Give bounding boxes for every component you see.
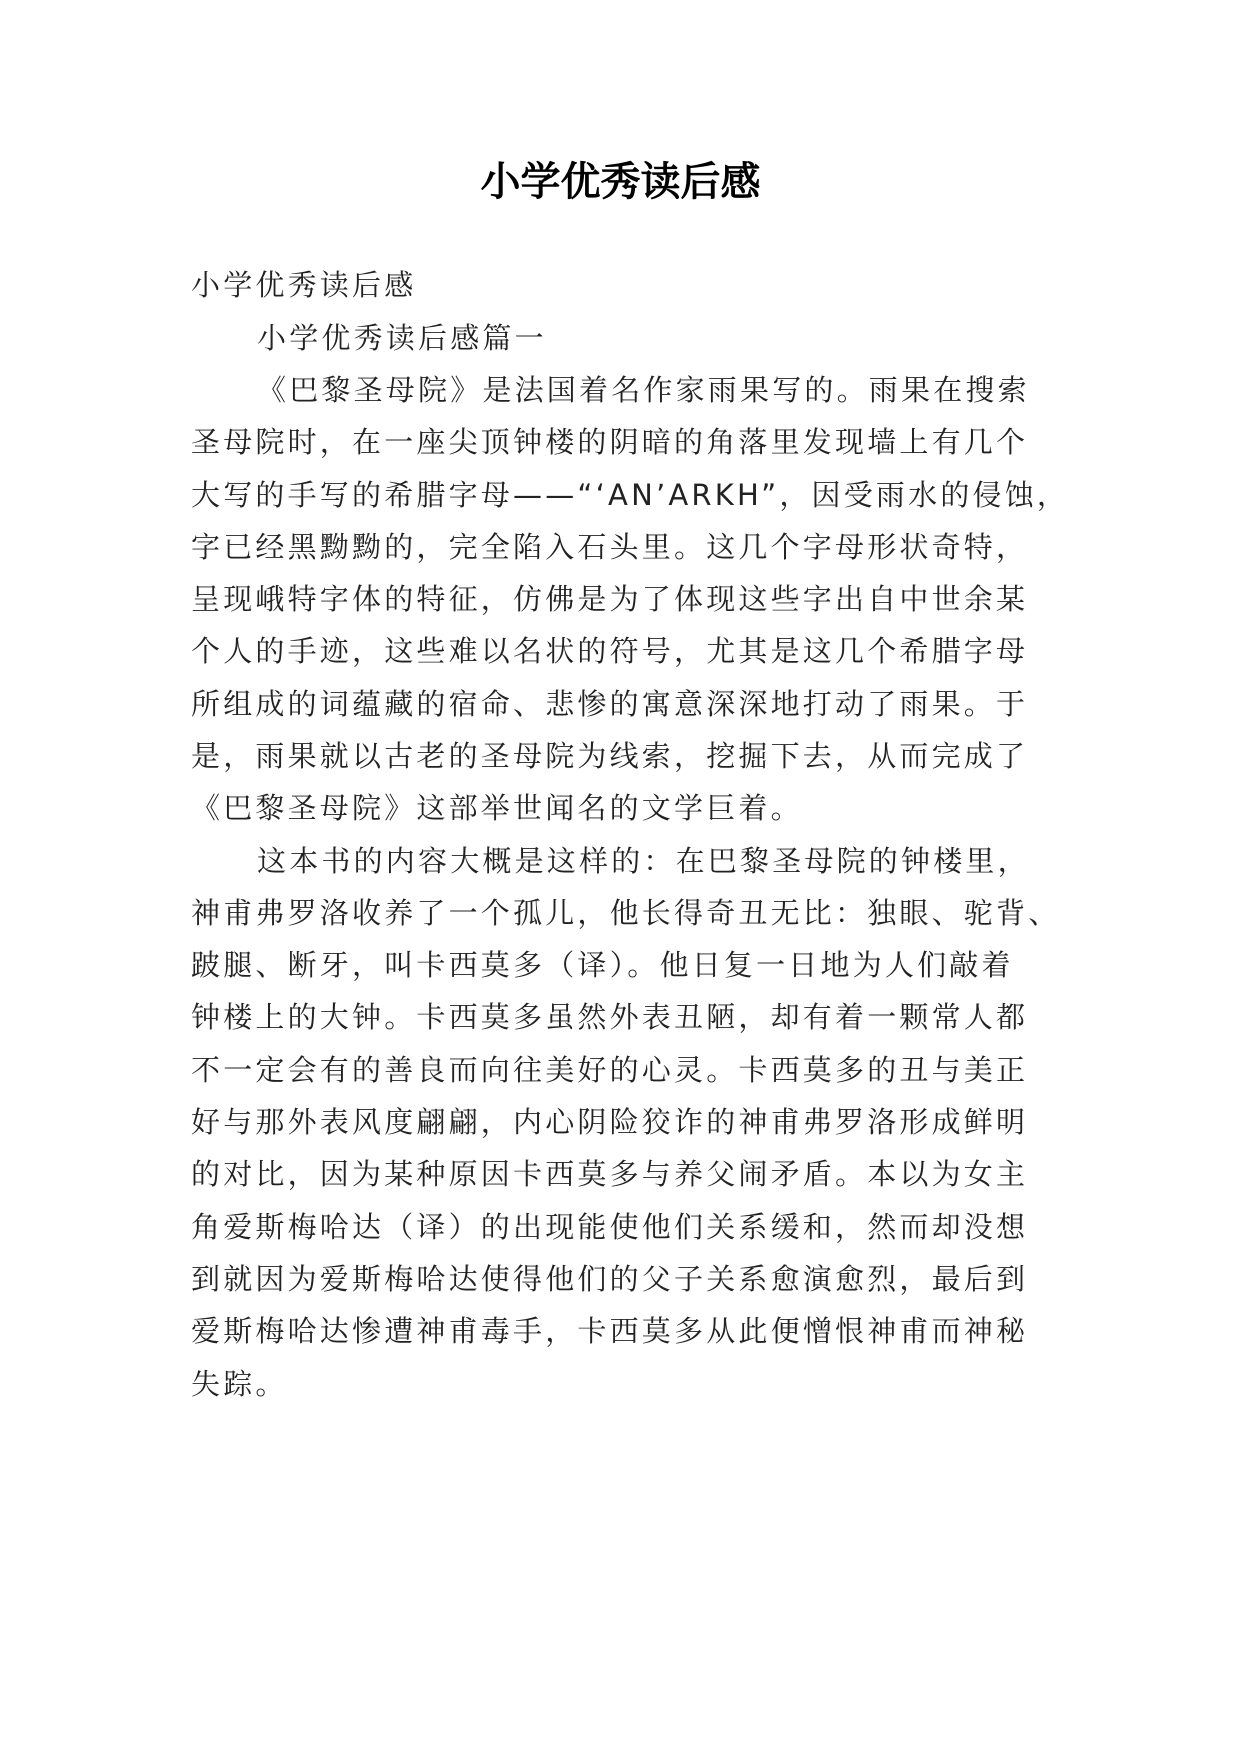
- section-heading: 小学优秀读后感篇一: [257, 321, 547, 355]
- paragraph2-line: 失踪。: [191, 1367, 288, 1401]
- paragraph2-line: 的对比，因为某种原因卡西莫多与养父闹矛盾。本以为女主: [191, 1157, 1029, 1191]
- paragraph1-line: 《巴黎圣母院》是法国着名作家雨果写的。雨果在搜索: [257, 373, 1030, 407]
- paragraph1-line: 个人的手迹，这些难以名状的符号，尤其是这几个希腊字母: [191, 634, 1029, 668]
- paragraph1-line: 字已经黑黝黝的，完全陷入石头里。这几个字母形状奇特，: [191, 530, 1029, 564]
- paragraph2-line: 到就因为爱斯梅哈达使得他们的父子关系愈演愈烈，最后到: [191, 1262, 1029, 1296]
- paragraph2-line: 好与那外表风度翩翩，内心阴险狡诈的神甫弗罗洛形成鲜明: [191, 1105, 1029, 1139]
- paragraph2-line: 爱斯梅哈达惨遭神甫毒手，卡西莫多从此便憎恨神甫而神秘: [191, 1314, 1029, 1348]
- document-title: 小学优秀读后感: [480, 158, 761, 205]
- paragraph2-line: 钟楼上的大钟。卡西莫多虽然外表丑陋，却有着一颗常人都: [191, 1000, 1029, 1034]
- paragraph1-line: 呈现峨特字体的特征，仿佛是为了体现这些字出自中世余某: [191, 582, 1029, 616]
- paragraph1-line: 所组成的词蕴藏的宿命、悲惨的寓意深深地打动了雨果。于: [191, 687, 1029, 721]
- paragraph2-line: 神甫弗罗洛收养了一个孤儿，他长得奇丑无比：独眼、驼背、: [191, 896, 1061, 930]
- paragraph2-line: 跛腿、断牙，叫卡西莫多（译）。他日复一日地为人们敲着: [191, 948, 1014, 982]
- paragraph1-line: 《巴黎圣母院》这部举世闻名的文学巨着。: [191, 791, 803, 825]
- paragraph2-line: 不一定会有的善良而向往美好的心灵。卡西莫多的丑与美正: [191, 1053, 1029, 1087]
- paragraph1-line: 大写的手写的希腊字母——“‘AN’ARKH”，因受雨水的侵蚀，: [191, 478, 1070, 512]
- paragraph1-line: 圣母院时，在一座尖顶钟楼的阴暗的角落里发现墙上有几个: [191, 425, 1029, 459]
- paragraph2-line: 这本书的内容大概是这样的：在巴黎圣母院的钟楼里，: [257, 844, 1030, 878]
- paragraph1-line: 是，雨果就以古老的圣母院为线索，挖掘下去，从而完成了: [191, 739, 1029, 773]
- paragraph2-line: 角爱斯梅哈达（译）的出现能使他们关系缓和，然而却没想: [191, 1210, 1029, 1244]
- document-subtitle: 小学优秀读后感: [191, 268, 417, 302]
